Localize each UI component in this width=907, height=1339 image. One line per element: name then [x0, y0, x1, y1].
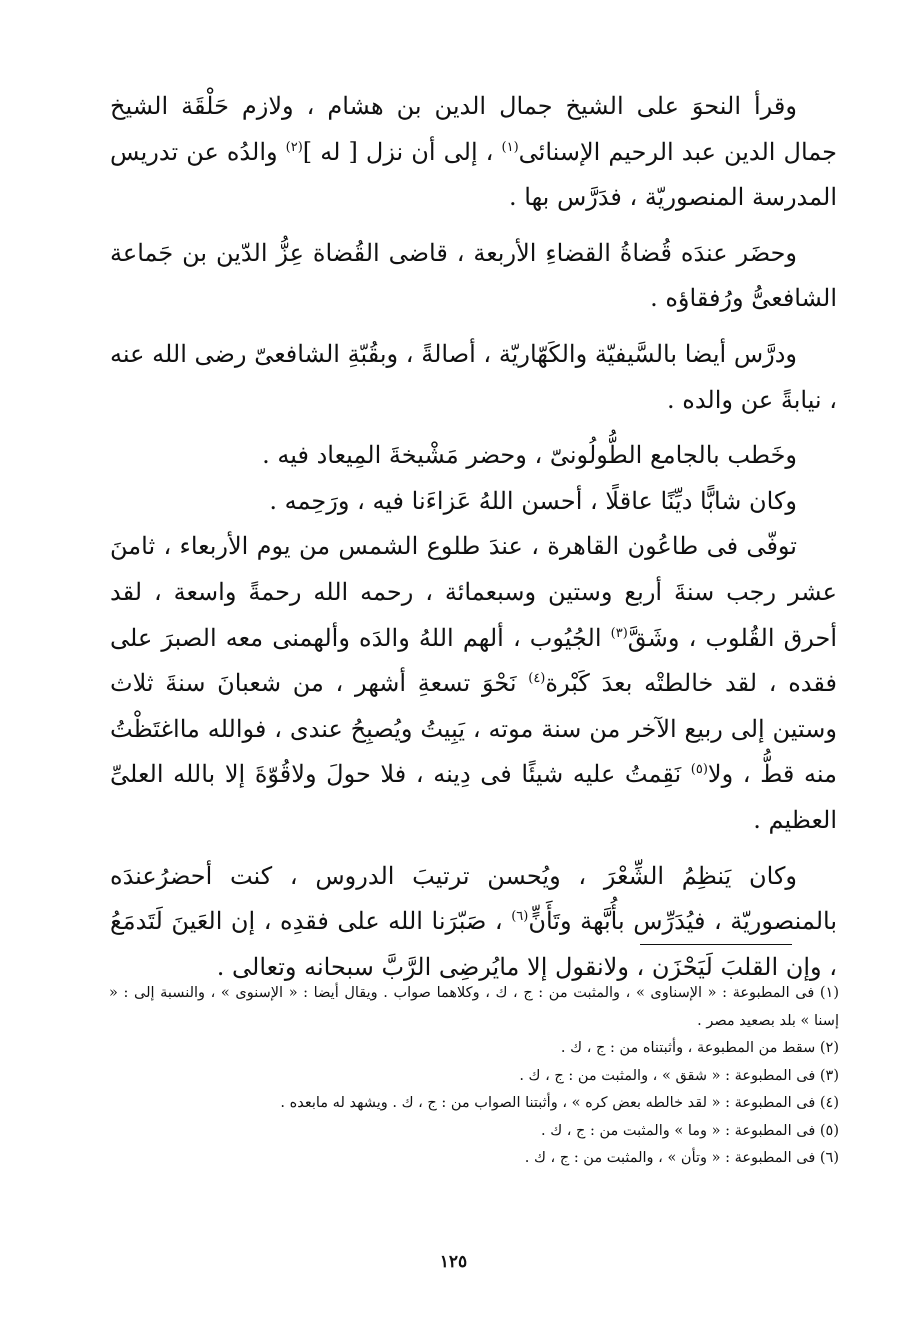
paragraph-7	[110, 854, 837, 991]
footnote-ref-6[interactable]: (٦)	[511, 909, 529, 925]
paragraph-text: وكان شابًّا ديِّنًا عاقلًا ، أحسن اللهُ عَزاءَنا فيه ، ورَحِمه .	[269, 486, 797, 515]
paragraph-3	[110, 332, 837, 423]
paragraph-6	[110, 524, 837, 843]
paragraph-2	[110, 231, 837, 322]
paragraph-text: ، إلى أن نزل [ له ]	[302, 137, 502, 166]
paragraph-text: والدُه عن تدريس المدرسة المنصوريّة ، فدَرَّس بها .	[110, 137, 837, 212]
paragraph-text: نَحْوَ تسعةِ أشهر ، من شعبانَ سنةَ ثلاث وستين إلى ربيع الآخر من سنة موته ، يَبِيتُ ويُصبِحُ عندى ، فوالله مااغتَظْتُ منه قطُّ ، ولا	[110, 669, 837, 789]
paragraph-text: الجُيُوب ، ألهم اللهُ والدَه وألهمنى معه الصبرَ على فقده ، لقد خالطتْه بعدَ كَبْرة	[110, 623, 837, 698]
footnote-5: (٥) فى المطبوعة : « وما » والمثبت من : ج ، ك .	[540, 1122, 839, 1139]
footnote-2: (٢) سقط من المطبوعة ، وأثبتناه من : ج ، ك .	[560, 1040, 839, 1056]
footnote-6: (٦) فى المطبوعة : « وتأن » ، والمثبت من : ج ، ك .	[524, 1150, 839, 1166]
footnote-ref-4[interactable]: (٤)	[528, 671, 546, 687]
footnote-3: (٣) فى المطبوعة : « شقق » ، والمثبت من : ج ، ك .	[519, 1067, 839, 1084]
paragraph-text: وحضَر عندَه قُضاةُ القضاءِ الأربعة ، قاضى القُضاة عِزُّ الدّين بن جَماعة الشافعىُّ ورُفقاؤه .	[110, 238, 837, 313]
footnote-ref-5[interactable]: (٥)	[690, 762, 708, 778]
paragraph-text: توفّى فى طاعُون القاهرة ، عندَ طلوع الشمس من يوم الأربعاء ، ثامنَ عشر رجب سنةَ أربع وستين وسبعمائة ، رحمه الله رحمةً واسعة ، لقد أحرق القُلوب ، وشَقَّ	[110, 532, 837, 652]
paragraph-text: وقرأ النحوَ على الشيخ جمال الدين بن هشام ، ولازم حَلْقَة الشيخ جمال الدين عبد الرحيم الإسنائى	[110, 92, 837, 166]
footnote-ref-3[interactable]: (٣)	[610, 625, 628, 641]
paragraph-4	[110, 433, 837, 479]
footnote-ref-1[interactable]: (١)	[501, 139, 519, 155]
paragraph-5	[110, 479, 837, 525]
paragraph-text: وخَطب بالجامع الطُّولُونىّ ، وحضر مَشْيخةَ المِيعاد فيه .	[262, 441, 797, 470]
paragraph-text: نَقِمتُ عليه شيئًا فى دِينه ، فلا حولَ ولاقُوّةَ إلا بالله العلىِّ العظيم .	[110, 760, 837, 834]
page-number: ١٢٥	[439, 1252, 468, 1272]
footnote-ref-2[interactable]: (٢)	[285, 139, 303, 155]
paragraph-text: وكان يَنظِمُ الشِّعْرَ ، ويُحسن ترتيبَ الدروس ، كنت أحضرُعندَه بالمنصوريّة ، فيُدَرِّس بأُبَّهة وتَأَنٍّ	[110, 861, 838, 936]
main-text	[110, 84, 837, 1000]
paragraph-text: ، صَبّرَنا الله على فقدِه ، إن العَينَ لَتَدمَعُ ، وإن القلبَ لَيَحْزَن ، ولانقول إلا مايُرضِى الرَّبَّ سبحانه وتعالى .	[110, 907, 837, 981]
footnote-1: (١) فى المطبوعة : « الإسناوى » ، والمثبت من : ج ، ك ، وكلاهما صواب . ويقال أيضا : « الإسنوى » ، والنسبة إلى : « إسنا » بلد بصعيد مصر .	[109, 985, 839, 1029]
footnote-divider	[640, 944, 792, 945]
footnotes	[109, 980, 839, 1173]
footnote-4: (٤) فى المطبوعة : « لقد خالطه بعض كره » ، وأثبتنا الصواب من : ج ، ك . ويشهد له مابعده .	[280, 1095, 839, 1111]
paragraph-text: ودرَّس أيضا بالسَّيفيّة والكَهّاريّة ، أصالةً ، وبقُبّةِ الشافعىّ رضى الله عنه ، نيابةً عن والده .	[110, 339, 837, 414]
paragraph-1	[110, 84, 837, 221]
